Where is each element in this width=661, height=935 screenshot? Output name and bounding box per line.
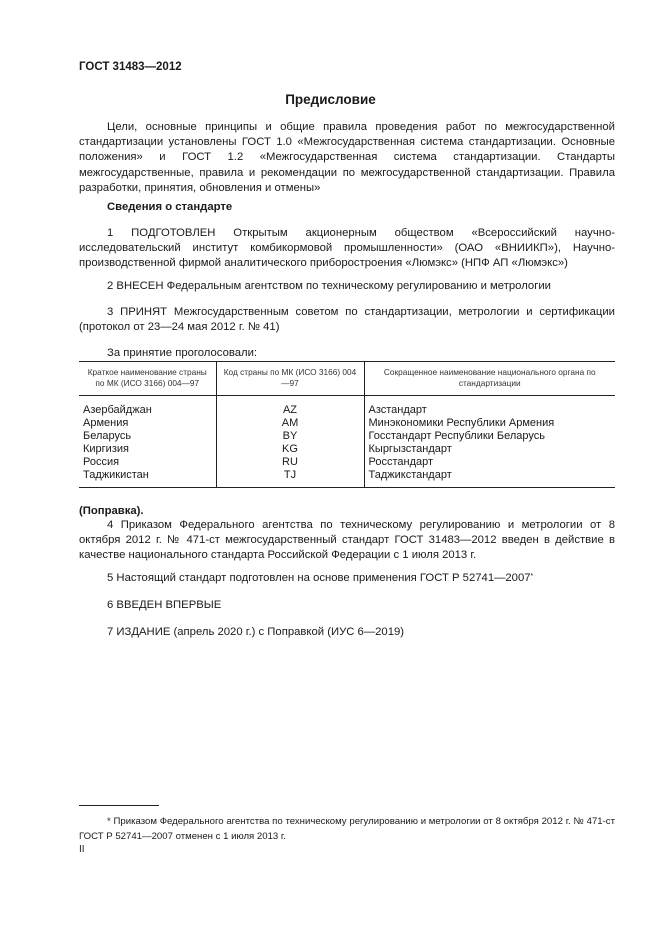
item-7: [79, 625, 615, 640]
table-row: [79, 456, 615, 469]
footnote: [79, 814, 615, 844]
intro-paragraph: [79, 120, 615, 196]
item-6-text: 6 ВВЕДЕН ВПЕРВЫЕ: [107, 599, 222, 611]
table-row: [79, 396, 615, 418]
section-title-text: Сведения о стандарте: [107, 201, 233, 213]
voting-table: [79, 361, 615, 488]
item-3-text: 3 ПРИНЯТ Межгосударственным советом по стандартизации, метрологии и сертификации (протокол от 23—24 мая 2012 г. № 41): [79, 306, 615, 334]
body-cell: Госстандарт Республики Беларусь: [364, 430, 615, 443]
item-2-text: 2 ВНЕСЕН Федеральным агентством по техническому регулированию и метрологии: [107, 280, 551, 292]
item-4-text: 4 Приказом Федерального агентства по техническому регулированию и метрологии от 8 октября 2012 г. № 471-ст межгосударственный стандарт ГОСТ 31483—2012 введен в действие в качестве национального стандарта Российской Федерации с 1 июля 2013 г.: [79, 519, 615, 562]
table-row: [79, 469, 615, 488]
code-cell: KG: [216, 443, 364, 456]
table-row: [79, 430, 615, 443]
code-cell: BY: [216, 430, 364, 443]
country-cell: Киргизия: [83, 443, 129, 455]
item-5: [79, 571, 615, 586]
table-header-row: [79, 362, 615, 396]
page-number: II: [79, 844, 85, 855]
code-cell: AZ: [216, 396, 364, 418]
voted-text: За принятие проголосовали:: [107, 347, 258, 359]
country-cell: Армения: [83, 417, 129, 429]
section-title: [79, 200, 615, 215]
document-code: ГОСТ 31483—2012: [79, 61, 182, 73]
country-cell: Азербайджан: [83, 404, 152, 416]
page-title: Предисловие: [285, 92, 376, 107]
country-cell: Беларусь: [83, 430, 132, 442]
item-3: [79, 305, 615, 335]
footnote-mark: *: [530, 573, 534, 580]
voted-label: [79, 346, 615, 361]
item-1: [79, 226, 615, 272]
table-header-code: Код страны по МК (ИСО 3166) 004—97: [216, 362, 364, 396]
body-cell: Росстандарт: [364, 456, 615, 469]
item-1-text: 1 ПОДГОТОВЛЕН Открытым акционерным обществом «Всероссийский научно-исследовательский институт комбикормовой промышленности» (ОАО «ВНИИКП»), Научно-производственной фирмой аналитического приборостроения «Люмэкс» (НПФ АП «Люмэкс»): [79, 227, 615, 270]
body-cell: Кыргызстандарт: [364, 443, 615, 456]
country-cell: Россия: [83, 456, 120, 468]
intro-text: Цели, основные принципы и общие правила проведения работ по межгосударственной стандартизации установлены ГОСТ 1.0 «Межгосударственная система стандартизации. Основные положения» и ГОСТ 1.2 «Межгосударственная система стандартизации. Стандарты межгосударственные, правила и рекомендации по межгосударственной стандартизации. Правила разработки, принятия, обновления и отмены»: [79, 121, 615, 194]
code-cell: TJ: [216, 469, 364, 488]
correction-note: (Поправка).: [79, 505, 144, 517]
item-5-text: 5 Настоящий стандарт подготовлен на основе применения ГОСТ Р 52741—2007: [107, 572, 531, 584]
item-4: [79, 518, 615, 564]
body-cell: Таджикстандарт: [364, 469, 615, 488]
footnote-text: * Приказом Федерального агентства по техническому регулированию и метрологии от 8 октября 2012 г. № 471-ст ГОСТ Р 52741—2007 отменен с 1 июля 2013 г.: [79, 816, 615, 842]
footnote-divider: [79, 805, 159, 806]
item-7-text: 7 ИЗДАНИЕ (апрель 2020 г.) с Поправкой (ИУС 6—2019): [107, 626, 405, 638]
table-header-country: Краткое наименование страны по МК (ИСО 3166) 004—97: [79, 362, 216, 396]
country-cell: Таджикистан: [83, 469, 149, 481]
item-6: [79, 598, 615, 613]
item-2: [79, 279, 615, 294]
code-cell: RU: [216, 456, 364, 469]
table-row: [79, 417, 615, 430]
body-cell: Азстандарт: [364, 396, 615, 418]
body-cell: Минэкономики Республики Армения: [364, 417, 615, 430]
table-row: [79, 443, 615, 456]
table-header-body: Сокращенное наименование национального органа по стандартизации: [364, 362, 615, 396]
code-cell: AM: [216, 417, 364, 430]
